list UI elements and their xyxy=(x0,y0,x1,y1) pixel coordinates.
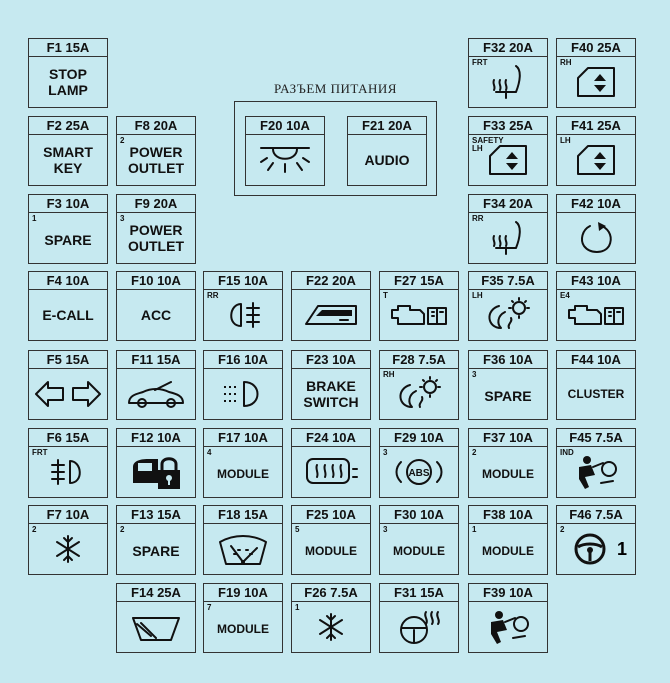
fuse-rating: 10A xyxy=(332,430,356,445)
fuse-rating: 15A xyxy=(420,273,444,288)
fuse-header xyxy=(380,506,458,524)
fuse-id: F15 xyxy=(218,273,241,288)
fuse-rating: 10A xyxy=(509,507,533,522)
fuse-header xyxy=(380,272,458,290)
fuse-header xyxy=(29,272,107,290)
fuse-f14 xyxy=(116,583,196,653)
fuse-body xyxy=(29,213,107,263)
fuse-tag: RH xyxy=(383,370,395,379)
fuse-body xyxy=(117,447,195,497)
fuse-f45 xyxy=(556,428,636,498)
fuse-rating: 20A xyxy=(388,118,412,133)
fuse-header xyxy=(204,506,282,524)
fuse-rating: 10A xyxy=(509,430,533,445)
fuse-header xyxy=(117,117,195,135)
fuse-header xyxy=(557,195,635,213)
fuse-header xyxy=(204,351,282,369)
fuse-f36 xyxy=(468,350,548,420)
fuse-tag: 2 xyxy=(560,525,565,534)
fuse-rating: 10A xyxy=(420,507,444,522)
fuse-tag: RH xyxy=(560,58,572,67)
fuse-f16 xyxy=(203,350,283,420)
fuse-id: F8 xyxy=(134,118,150,133)
fuse-header xyxy=(469,506,547,524)
fuse-f34 xyxy=(468,194,548,264)
fuse-f27 xyxy=(379,271,459,341)
fuse-header xyxy=(469,584,547,602)
fuse-body xyxy=(292,602,370,652)
fuse-rating: 15A xyxy=(65,430,90,445)
fuse-body xyxy=(469,524,547,574)
fuse-body xyxy=(292,290,370,340)
fuse-label: MODULE xyxy=(393,544,445,558)
fuse-header xyxy=(469,195,547,213)
fuse-body xyxy=(204,447,282,497)
fuse-body xyxy=(380,447,458,497)
fuse-rating: 25A xyxy=(157,585,181,600)
fuse-rating: 7.5A xyxy=(595,430,623,445)
fuse-header xyxy=(557,39,635,57)
fuse-body xyxy=(469,57,547,107)
fuse-f13 xyxy=(116,505,196,575)
fuse-rating: 10A xyxy=(597,196,621,211)
fuse-id: F17 xyxy=(218,430,241,445)
fuse-id: F40 xyxy=(571,40,594,55)
fuse-header xyxy=(469,39,547,57)
fuse-f10 xyxy=(116,271,196,341)
fuse-id: F16 xyxy=(218,352,241,367)
fuse-tag: 5 xyxy=(295,525,300,534)
fuse-header xyxy=(29,195,107,213)
fuse-tag: 3 xyxy=(472,370,477,379)
fuse-f1 xyxy=(28,38,108,108)
fuse-rating: 15A xyxy=(157,507,181,522)
fuse-f44 xyxy=(556,350,636,420)
fuse-rating: 15A xyxy=(420,585,444,600)
fuse-body xyxy=(292,524,370,574)
fuse-id: F26 xyxy=(304,585,327,600)
fuse-tag: RR xyxy=(207,291,219,300)
fuse-header xyxy=(469,351,547,369)
fuse-id: F39 xyxy=(483,585,506,600)
fuse-f11 xyxy=(116,350,196,420)
fuse-id: F32 xyxy=(483,40,506,55)
fuse-header xyxy=(29,351,107,369)
fuse-header xyxy=(557,272,635,290)
fuse-body xyxy=(292,369,370,419)
fuse-body xyxy=(117,135,195,185)
fuse-header xyxy=(348,117,426,135)
fuse-id: F23 xyxy=(306,352,329,367)
fuse-body xyxy=(557,135,635,185)
fuse-f38 xyxy=(468,505,548,575)
fuse-id: F1 xyxy=(46,40,62,55)
fuse-extra-number: 1 xyxy=(616,539,627,559)
fuse-body xyxy=(29,290,107,340)
fuse-f22 xyxy=(291,271,371,341)
fuse-header xyxy=(117,429,195,447)
fuse-rating: 25A xyxy=(509,118,533,133)
fuse-id: F4 xyxy=(46,273,62,288)
fuse-label: SPARE xyxy=(132,543,180,559)
fuse-tag: 3 xyxy=(383,448,388,457)
fuse-id: F19 xyxy=(218,585,241,600)
fuse-id: F43 xyxy=(571,273,594,288)
fuse-id: F33 xyxy=(483,118,506,133)
fuse-body xyxy=(469,213,547,263)
fuse-f31 xyxy=(379,583,459,653)
fuse-rating: 20A xyxy=(509,40,533,55)
fuse-rating: 10A xyxy=(65,273,90,288)
fuse-header xyxy=(204,272,282,290)
fuse-header xyxy=(380,584,458,602)
fuse-f41 xyxy=(556,116,636,186)
fuse-rating: 10A xyxy=(157,273,181,288)
fuse-label: MODULE xyxy=(217,467,269,481)
fuse-rating: 20A xyxy=(153,196,178,211)
fuse-header xyxy=(292,272,370,290)
fuse-id: F30 xyxy=(394,507,417,522)
fuse-tag: IND xyxy=(560,448,574,457)
fuse-label: BRAKE SWITCH xyxy=(303,378,359,410)
fuse-f40 xyxy=(556,38,636,108)
fuse-header xyxy=(292,351,370,369)
fuse-header xyxy=(204,584,282,602)
fuse-header xyxy=(117,506,195,524)
fuse-f17 xyxy=(203,428,283,498)
fuse-id: F6 xyxy=(46,430,62,445)
fuse-body xyxy=(204,369,282,419)
fuse-body xyxy=(204,602,282,652)
fuse-f12 xyxy=(116,428,196,498)
fuse-id: F22 xyxy=(306,273,329,288)
connector-title: РАЗЪЕМ ПИТАНИЯ xyxy=(274,81,397,96)
fuse-body xyxy=(469,135,547,185)
fuse-rating: 10A xyxy=(332,352,356,367)
fuse-header xyxy=(557,351,635,369)
fuse-body xyxy=(348,135,426,185)
fuse-tag: RR xyxy=(472,214,484,223)
fuse-f4 xyxy=(28,271,108,341)
fuse-id: F28 xyxy=(392,352,415,367)
fuse-label: POWER OUTLET xyxy=(128,222,184,254)
fuse-label: AUDIO xyxy=(364,152,410,168)
fuse-f21 xyxy=(347,116,427,186)
fuse-id: F45 xyxy=(569,430,592,445)
fuse-f20 xyxy=(245,116,325,186)
fuse-body xyxy=(469,447,547,497)
fuse-body xyxy=(380,290,458,340)
fuse-f8 xyxy=(116,116,196,186)
fuse-id: F29 xyxy=(394,430,417,445)
fuse-id: F18 xyxy=(218,507,241,522)
fuse-body xyxy=(117,213,195,263)
fuse-body xyxy=(557,447,635,497)
fuse-header xyxy=(469,429,547,447)
fuse-f28 xyxy=(379,350,459,420)
fuse-rating: 10A xyxy=(597,352,621,367)
fuse-id: F10 xyxy=(131,273,154,288)
fuse-f3 xyxy=(28,194,108,264)
fuse-body xyxy=(117,602,195,652)
fuse-body xyxy=(246,135,324,185)
fuse-id: F36 xyxy=(483,352,506,367)
fuse-body xyxy=(380,369,458,419)
fuse-tag: 2 xyxy=(120,136,125,145)
fuse-header xyxy=(29,429,107,447)
fuse-rating: 10A xyxy=(244,430,268,445)
fuse-f15 xyxy=(203,271,283,341)
fuse-id: F14 xyxy=(131,585,154,600)
fuse-id: F12 xyxy=(131,430,154,445)
fuse-body xyxy=(469,290,547,340)
fuse-label: SPARE xyxy=(484,388,532,404)
fuse-f42 xyxy=(556,194,636,264)
fuse-id: F11 xyxy=(131,352,154,367)
fuse-f26 xyxy=(291,583,371,653)
fuse-rating: 7.5A xyxy=(507,273,535,288)
fuse-rating: 10A xyxy=(65,507,90,522)
fuse-id: F5 xyxy=(46,352,62,367)
fuse-tag: 3 xyxy=(383,525,388,534)
fuse-label: STOP LAMP xyxy=(48,66,88,98)
fuse-f6 xyxy=(28,428,108,498)
fuse-label: CLUSTER xyxy=(567,387,625,401)
fuse-id: F41 xyxy=(571,118,594,133)
fuse-id: F13 xyxy=(131,507,154,522)
fuse-tag: SAFETY LH xyxy=(472,136,504,153)
fuse-body xyxy=(117,524,195,574)
fuse-id: F24 xyxy=(306,430,329,445)
fuse-tag: LH xyxy=(560,136,571,145)
fuse-id: F7 xyxy=(46,507,62,522)
fuse-body xyxy=(292,447,370,497)
fuse-header xyxy=(557,506,635,524)
fuse-rating: 10A xyxy=(597,273,621,288)
fuse-header xyxy=(292,429,370,447)
fuse-f2 xyxy=(28,116,108,186)
fuse-tag: E4 xyxy=(560,291,570,300)
fuse-rating: 15A xyxy=(65,352,90,367)
fuse-tag: FRT xyxy=(32,448,48,457)
fuse-header xyxy=(117,195,195,213)
fuse-rating: 15A xyxy=(156,352,181,367)
fuse-body xyxy=(29,447,107,497)
fuse-body xyxy=(557,524,635,574)
fuse-id: F3 xyxy=(46,196,62,211)
fuse-id: F35 xyxy=(481,273,504,288)
fuse-label: MODULE xyxy=(482,544,534,558)
fuse-f39 xyxy=(468,583,548,653)
fuse-f33 xyxy=(468,116,548,186)
fuse-tag: 1 xyxy=(295,603,300,612)
fuse-rating: 25A xyxy=(65,118,90,133)
fuse-id: F21 xyxy=(362,118,385,133)
fuse-tag: 2 xyxy=(472,448,477,457)
fuse-id: F31 xyxy=(394,585,417,600)
fuse-body xyxy=(557,290,635,340)
fuse-tag: 1 xyxy=(472,525,477,534)
fuse-f7 xyxy=(28,505,108,575)
fuse-rating: 7.5A xyxy=(595,507,623,522)
fuse-body xyxy=(29,369,107,419)
fuse-header xyxy=(292,506,370,524)
fuse-body xyxy=(117,369,195,419)
fuse-header xyxy=(292,584,370,602)
fuse-label: SPARE xyxy=(44,232,92,248)
fuse-label: POWER OUTLET xyxy=(128,144,184,176)
fuse-body xyxy=(557,57,635,107)
fuse-rating: 7.5A xyxy=(330,585,358,600)
fuse-f43 xyxy=(556,271,636,341)
fuse-f46 xyxy=(556,505,636,575)
fuse-rating: 10A xyxy=(244,273,268,288)
fuse-body xyxy=(380,524,458,574)
fuse-f30 xyxy=(379,505,459,575)
fuse-id: F25 xyxy=(306,507,329,522)
fuse-f5 xyxy=(28,350,108,420)
fuse-id: F37 xyxy=(483,430,506,445)
fuse-rating: 15A xyxy=(65,40,90,55)
fuse-id: F9 xyxy=(134,196,150,211)
fuse-id: F38 xyxy=(483,507,506,522)
fuse-rating: 10A xyxy=(420,430,444,445)
fuse-id: F20 xyxy=(260,118,283,133)
fuse-id: F2 xyxy=(46,118,62,133)
fuse-tag: 4 xyxy=(207,448,212,457)
fuse-rating: 20A xyxy=(153,118,178,133)
fuse-label: SMART KEY xyxy=(43,144,93,176)
fuse-f37 xyxy=(468,428,548,498)
fuse-header xyxy=(29,117,107,135)
fuse-rating: 20A xyxy=(332,273,356,288)
fuse-id: F46 xyxy=(569,507,592,522)
fuse-tag: 7 xyxy=(207,603,212,612)
fuse-header xyxy=(29,506,107,524)
fuse-header xyxy=(117,351,195,369)
fuse-rating: 10A xyxy=(332,507,356,522)
fuse-body xyxy=(29,135,107,185)
fuse-body xyxy=(557,369,635,419)
fuse-header xyxy=(117,272,195,290)
fuse-rating: 10A xyxy=(509,352,533,367)
fuse-rating: 25A xyxy=(597,40,621,55)
fuse-tag: 3 xyxy=(120,214,125,223)
fuse-rating: 20A xyxy=(509,196,533,211)
fuse-header xyxy=(204,429,282,447)
fuse-f32 xyxy=(468,38,548,108)
fuse-rating: 10A xyxy=(157,430,181,445)
fuse-body xyxy=(29,524,107,574)
fuse-label: MODULE xyxy=(482,467,534,481)
fuse-f19 xyxy=(203,583,283,653)
fuse-f35 xyxy=(468,271,548,341)
fuse-body xyxy=(204,524,282,574)
fuse-header xyxy=(117,584,195,602)
fuse-label: MODULE xyxy=(305,544,357,558)
fuse-rating: 10A xyxy=(286,118,310,133)
fuse-tag: 2 xyxy=(32,525,37,534)
fuse-f18 xyxy=(203,505,283,575)
fuse-header xyxy=(29,39,107,57)
fuse-header xyxy=(469,272,547,290)
svg-text:ABS: ABS xyxy=(408,468,430,479)
fuse-label: E-CALL xyxy=(42,307,94,323)
fuse-header xyxy=(557,429,635,447)
fuse-rating: 10A xyxy=(65,196,90,211)
fuse-f23 xyxy=(291,350,371,420)
fuse-body xyxy=(469,369,547,419)
fuse-rating: 25A xyxy=(597,118,621,133)
fuse-tag: LH xyxy=(472,291,483,300)
fuse-f29 xyxy=(379,428,459,498)
fuse-body xyxy=(117,290,195,340)
fuse-label: ACC xyxy=(140,307,172,323)
fuse-body xyxy=(204,290,282,340)
fuse-id: F42 xyxy=(571,196,594,211)
fuse-f24 xyxy=(291,428,371,498)
fuse-header xyxy=(380,429,458,447)
fuse-label: MODULE xyxy=(217,622,269,636)
fuse-tag: T xyxy=(383,291,388,300)
fuse-rating: 15A xyxy=(244,507,268,522)
fuse-rating: 7.5A xyxy=(418,352,446,367)
fuse-id: F44 xyxy=(571,352,594,367)
fuse-body xyxy=(557,213,635,263)
fuse-f25 xyxy=(291,505,371,575)
fuse-header xyxy=(557,117,635,135)
fuse-rating: 10A xyxy=(244,585,268,600)
fuse-rating: 10A xyxy=(509,585,533,600)
fuse-f9 xyxy=(116,194,196,264)
fuse-body xyxy=(29,57,107,107)
fuse-id: F34 xyxy=(483,196,506,211)
fuse-rating: 10A xyxy=(244,352,268,367)
fuse-header xyxy=(469,117,547,135)
fuse-tag: FRT xyxy=(472,58,488,67)
fuse-header xyxy=(380,351,458,369)
fuse-tag: 2 xyxy=(120,525,125,534)
fuse-header xyxy=(246,117,324,135)
fuse-id: F27 xyxy=(394,273,417,288)
fuse-tag: 1 xyxy=(32,214,37,223)
fuse-body xyxy=(380,602,458,652)
fuse-body xyxy=(469,602,547,652)
